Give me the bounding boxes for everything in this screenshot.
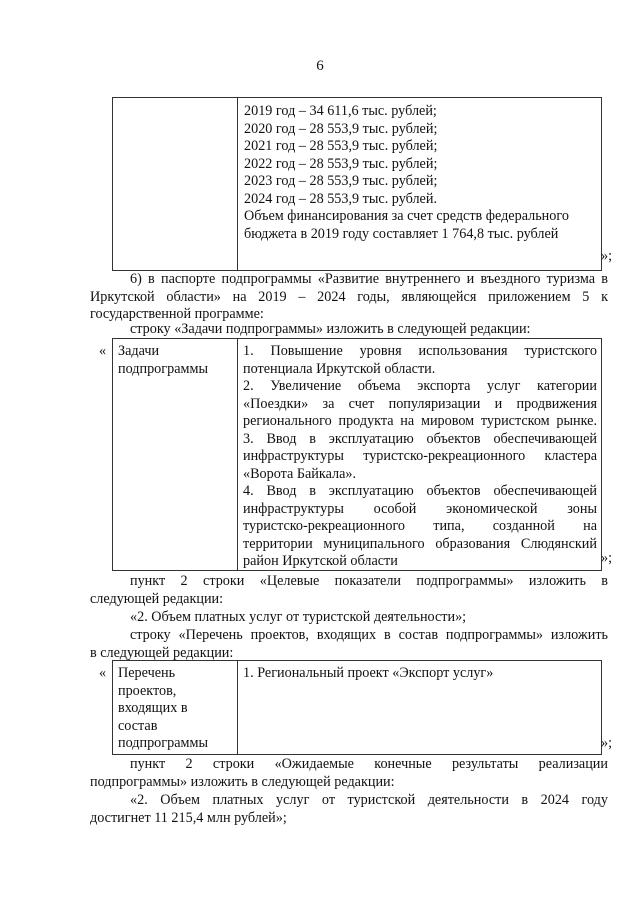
projects-label (118, 665, 208, 753)
projects-intro (90, 627, 608, 662)
results-paragraph-line: пункт 2 строки «Ожидаемые конечные результаты реализации (130, 756, 608, 772)
task-line: 3. Ввод в эксплуатацию объектов обеспечивающей (243, 430, 597, 447)
paragraph-6b-line: государственной программе: (90, 306, 264, 322)
task-line: 2. Увеличение объема экспорта услуг категории (243, 378, 597, 394)
paragraph-6b-line: Иркутской области» на 2019 – 2024 годы, являющейся приложением 5 к (90, 288, 608, 305)
task-line: туристско-рекреационного типа, созданной на (243, 518, 597, 534)
paragraph-6b-line: 6) в паспорте подпрограммы «Развитие внутреннего и въездного туризма в (130, 271, 608, 287)
projects-label-line: подпрограммы (118, 735, 208, 751)
funding-table-divider (237, 98, 238, 270)
task-line: 4. Ввод в эксплуатацию объектов обеспечивающей (243, 483, 597, 499)
federal-funding-line: Объем финансирования за счет средств федерального (244, 208, 569, 224)
tasks-table-divider (237, 339, 238, 570)
funding-table (112, 97, 602, 271)
tasks-label-line: Задачи (118, 343, 160, 359)
results-quote (90, 792, 608, 827)
tasks-label-line: подпрограммы (118, 360, 208, 377)
targets-paragraph-line: следующей редакции: (90, 590, 224, 607)
task-line: «Ворота Байкала». (243, 465, 357, 482)
funding-line: 2024 год – 28 553,9 тыс. рублей. (244, 190, 437, 207)
tasks-open-quote: « (99, 343, 107, 359)
projects-table (112, 660, 602, 755)
projects-intro-line: строку «Перечень проектов, входящих в состав подпрограммы» изложить (130, 627, 608, 643)
tasks-label (118, 343, 208, 378)
funding-line: 2019 год – 34 611,6 тыс. рублей; (244, 103, 437, 119)
targets-paragraph-line: пункт 2 строки «Целевые показатели подпрограммы» изложить в (130, 573, 608, 589)
funding-line: 2020 год – 28 553,9 тыс. рублей; (244, 120, 438, 137)
paragraph-6b (90, 271, 608, 324)
tasks-list (243, 343, 597, 571)
tasks-close-quote: »; (601, 550, 613, 566)
projects-label-line: Перечень (118, 665, 176, 681)
funding-line: 2023 год – 28 553,9 тыс. рублей; (244, 173, 438, 189)
task-line: инфраструктуры туристско-рекреационного кластера (243, 448, 597, 464)
projects-label-line: состав (118, 717, 158, 734)
targets-paragraph (90, 573, 608, 608)
task-line: потенциала Иркутской области. (243, 360, 436, 377)
projects-close-quote: »; (601, 735, 613, 751)
results-paragraph (90, 756, 608, 791)
funding-close-quote: »; (601, 248, 613, 264)
projects-label-line: проектов, (118, 682, 177, 699)
tasks-table (112, 338, 602, 571)
funding-line: 2022 год – 28 553,9 тыс. рублей; (244, 155, 438, 172)
projects-table-divider (237, 661, 238, 754)
results-quote-line: достигнет 11 215,4 млн рублей»; (90, 809, 287, 826)
projects-intro-line: в следующей редакции: (90, 644, 234, 661)
results-paragraph-line: подпрограммы» изложить в следующей редакции: (90, 773, 395, 790)
task-line: район Иркутской области (243, 553, 398, 569)
funding-line: 2021 год – 28 553,9 тыс. рублей; (244, 138, 438, 154)
projects-label-line: входящих в (118, 700, 188, 716)
task-line: 1. Повышение уровня использования туристского (243, 343, 597, 359)
tasks-intro: строку «Задачи подпрограммы» изложить в следующей редакции: (130, 321, 531, 337)
funding-table-values (244, 103, 594, 243)
targets-quote: «2. Объем платных услуг от туристской деятельности»; (130, 609, 467, 625)
page-number: 6 (316, 58, 324, 74)
task-line: «Поездки» за счет популяризации и продвижения (243, 395, 597, 412)
task-line: инфраструктуры особой экономической зоны (243, 500, 597, 517)
projects-open-quote: « (99, 665, 107, 681)
task-line: территории муниципального образования Слюдянский (243, 535, 597, 552)
task-line: регионального продукта на мировом туристском рынке. (243, 413, 597, 429)
projects-value: 1. Региональный проект «Экспорт услуг» (243, 665, 494, 681)
federal-funding-line: бюджета в 2019 году составляет 1 764,8 тыс. рублей (244, 225, 559, 242)
results-quote-line: «2. Объем платных услуг от туристской деятельности в 2024 году (130, 792, 608, 808)
